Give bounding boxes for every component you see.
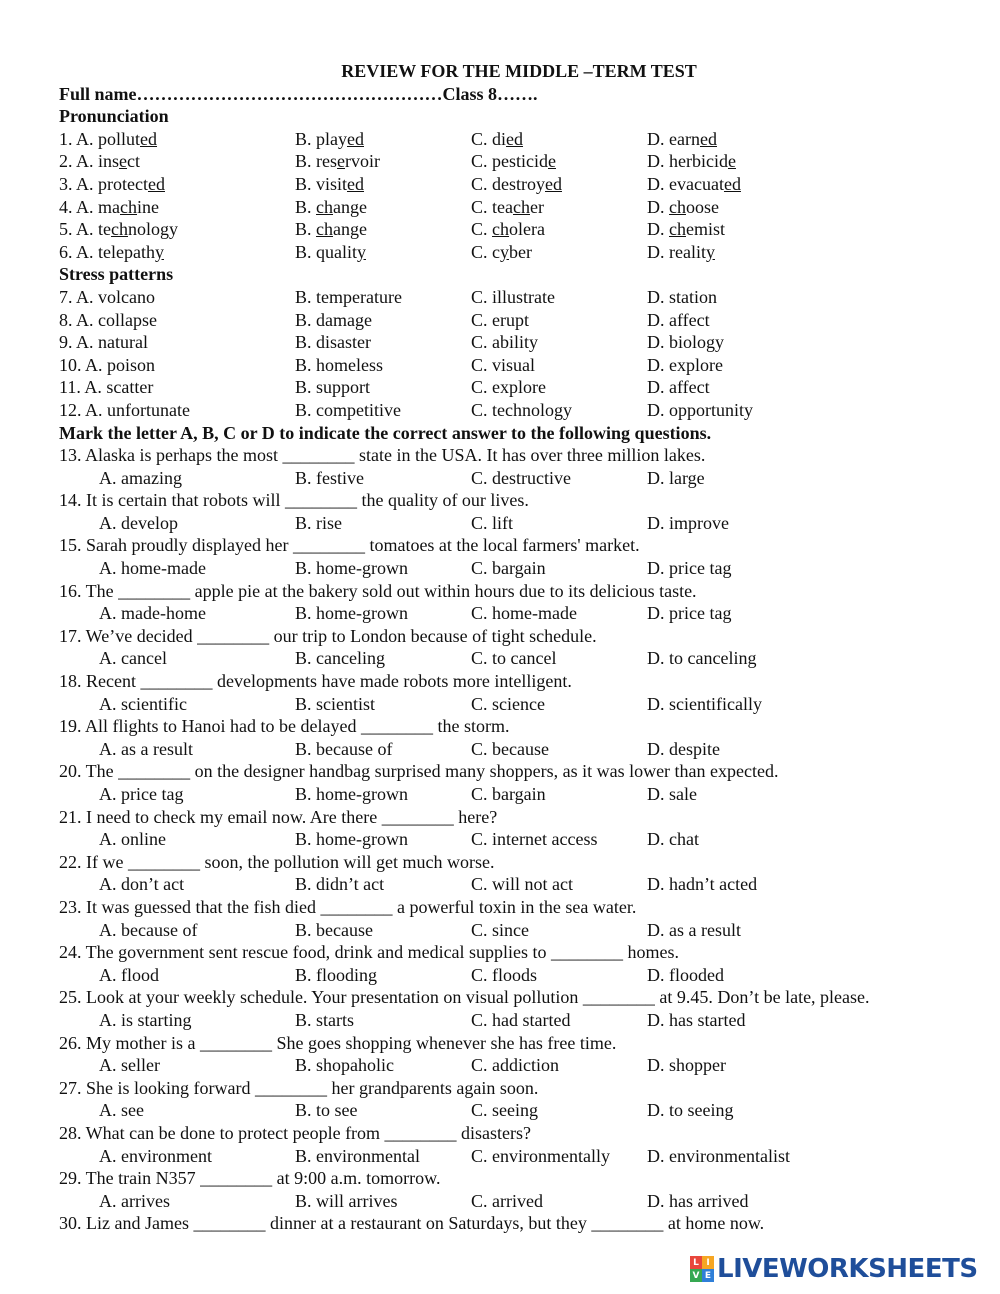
pronunciation-option: B. played [295,128,364,149]
question-stem: 28. What can be done to protect people from ________ disasters? [59,1122,532,1143]
answer-option: D. to canceling [647,648,757,669]
answer-option: B. home-grown [295,829,408,850]
answer-option: A. amazing [99,467,182,488]
pronunciation-option: C. teacher [471,196,544,217]
answer-option: C. addiction [471,1055,559,1076]
answer-row [59,1145,959,1168]
answer-option: A. develop [99,512,178,533]
answer-option: C. had started [471,1009,571,1030]
question-stem: 15. Sarah proudly displayed her ________ tomatoes at the local farmers' market. [59,535,640,556]
stress-option: B. damage [295,309,372,330]
answer-row [59,1009,959,1032]
stress-row [59,309,959,332]
answer-option: B. starts [295,1009,355,1030]
answer-option: D. to seeing [647,1100,734,1121]
answer-option: B. festive [295,467,364,488]
question-stem: 18. Recent ________ developments have made robots more intelligent. [59,671,572,692]
stress-row [59,376,959,399]
answer-row [59,873,959,896]
answer-row [59,647,959,670]
stress-option: C. visual [471,354,536,375]
answer-row [59,1099,959,1122]
answer-option: A. because of [99,919,198,940]
answer-option: A. flood [99,964,159,985]
pronunciation-option: C. destroyed [471,173,562,194]
stress-option: D. affect [647,309,710,330]
pronunciation-option: C. cyber [471,241,532,262]
stress-option: C. illustrate [471,286,555,307]
stress-row [59,399,959,422]
answer-option: B. canceling [295,648,385,669]
pronunciation-option: D. earned [647,128,717,149]
stress-option: B. support [295,377,371,398]
answer-option: C. bargain [471,784,546,804]
answer-row [59,828,959,851]
question-stem: 27. She is looking forward ________ her grandparents again soon. [59,1077,539,1098]
answer-option: C. since [471,919,529,940]
question-stem: 23. It was guessed that the fish died ________ a powerful toxin in the sea water. [59,896,637,917]
answer-option: B. to see [295,1100,358,1121]
pronunciation-option: B. quality [295,241,366,262]
pronunciation-option: B. reservoir [295,151,380,172]
question-stem: 20. The ________ on the designer handbag surprised many shoppers, as it was lower than expected. [59,761,779,782]
answer-option: B. didn’t act [295,874,385,895]
answer-option: C. science [471,693,545,714]
stress-row [59,331,959,354]
answer-option: C. floods [471,964,538,985]
answer-option: D. despite [647,738,720,759]
pronunciation-option: 4. A. machine [59,196,159,217]
question-stem: 30. Liz and James ________ dinner at a restaurant on Saturdays, but they ________ at home now. [59,1213,765,1234]
pronunciation-option: D. herbicide [647,151,736,172]
pronunciation-option: 3. A. protected [59,173,165,194]
logo-tile: L [690,1256,702,1269]
pronunciation-option: 5. A. technology [59,219,179,240]
section-pronunciation: Pronunciation [59,106,169,127]
answer-row [59,1190,959,1213]
pronunciation-option: 2. A. insect [59,151,141,172]
question-stem: 16. The ________ apple pie at the bakery sold out within hours due to its delicious taste. [59,580,697,601]
question-stem: 24. The government sent rescue food, drink and medical supplies to ________ homes. [59,942,680,963]
question-stem: 22. If we ________ soon, the pollution will get much worse. [59,851,495,872]
answer-option: A. home-made [99,558,206,579]
stress-option: D. explore [647,354,723,375]
pronunciation-option: D. choose [647,196,719,217]
section-stress: Stress patterns [59,264,174,285]
answer-option: D. hadn’t acted [647,874,758,895]
answer-option: B. because of [295,738,393,759]
answer-option: C. seeing [471,1100,538,1121]
answer-option: D. price tag [647,558,732,579]
pronunciation-option: C. pesticide [471,151,556,172]
answer-option: A. arrives [99,1190,170,1211]
answer-option: B. home-grown [295,603,408,624]
logo-tile: I [702,1256,714,1269]
pronunciation-option: D. reality [647,241,715,262]
answer-option: B. home-grown [295,558,408,579]
answer-option: C. arrived [471,1190,543,1211]
answer-option: A. price tag [99,784,184,804]
pronunciation-option: B. change [295,196,367,217]
answer-option: D. has arrived [647,1190,749,1211]
pronunciation-option: 6. A. telepathy [59,241,164,262]
answer-option: A. cancel [99,648,167,669]
pronunciation-option: D. evacuated [647,173,741,194]
answer-row [59,557,959,580]
question-stem: 17. We’ve decided ________ our trip to London because of tight schedule. [59,625,597,646]
answer-row [59,693,959,716]
answer-option: A. made-home [99,603,206,624]
question-stem: 21. I need to check my email now. Are there ________ here? [59,806,498,827]
answer-option: D. improve [647,512,729,533]
logo-text: LIVEWORKSHEETS [717,1254,978,1284]
question-stem: 14. It is certain that robots will ________ the quality of our lives. [59,490,529,511]
answer-row [59,964,959,987]
answer-option: D. price tag [647,603,732,624]
answer-option: C. environmentally [471,1145,610,1166]
stress-option: D. biology [647,332,725,353]
answer-option: B. shopaholic [295,1055,394,1076]
stress-option: D. station [647,286,717,307]
pronunciation-option: D. chemist [647,219,725,240]
answer-option: D. chat [647,829,699,850]
question-stem: 29. The train N357 ________ at 9:00 a.m. tomorrow. [59,1168,441,1189]
question-stem: 19. All flights to Hanoi had to be delayed ________ the storm. [59,716,510,737]
worksheet [59,60,959,1235]
stress-option: D. affect [647,377,710,398]
stress-option: B. competitive [295,399,401,420]
pronunciation-row [59,150,959,173]
stress-option: 7. A. volcano [59,286,155,307]
stress-option: B. disaster [295,332,371,353]
answer-row [59,738,959,761]
pronunciation-option: B. change [295,219,367,240]
answer-row [59,512,959,535]
answer-option: D. as a result [647,919,741,940]
answer-option: C. because [471,738,549,759]
answer-row [59,919,959,942]
answer-row [59,467,959,490]
answer-option: D. scientifically [647,693,762,714]
stress-option: 11. A. scatter [59,377,154,398]
answer-option: A. don’t act [99,874,185,895]
section-mcq: Mark the letter A, B, C or D to indicate the correct answer to the following questions. [59,422,712,443]
stress-option: 10. A. poison [59,354,156,375]
pronunciation-option: B. visited [295,173,365,194]
answer-option: A. environment [99,1145,212,1166]
answer-option: B. flooding [295,964,378,985]
answer-option: C. to cancel [471,648,557,669]
answer-option: C. lift [471,512,514,533]
answer-option: D. sale [647,784,697,804]
answer-option: A. see [99,1100,144,1121]
stress-option: 8. A. collapse [59,309,157,330]
answer-option: B. home-grown [295,784,408,804]
stress-option: C. technology [471,399,572,420]
stress-row [59,354,959,377]
pronunciation-row [59,218,959,241]
stress-row [59,286,959,309]
answer-option: A. online [99,829,166,850]
logo-icon [690,1256,714,1282]
answer-option: B. will arrives [295,1190,398,1211]
answer-option: A. scientific [99,693,187,714]
answer-option: D. has started [647,1009,746,1030]
answer-option: C. destructive [471,467,571,488]
answer-option: B. environmental [295,1145,420,1166]
answer-row [59,1054,959,1077]
question-stem: 13. Alaska is perhaps the most ________ state in the USA. It has over three million lakes. [59,445,706,466]
pronunciation-list [59,128,959,264]
answer-option: C. will not act [471,874,573,895]
pronunciation-row [59,173,959,196]
liveworksheets-logo [690,1253,978,1285]
stress-option: 12. A. unfortunate [59,399,190,420]
answer-option: B. because [295,919,373,940]
answer-option: C. home-made [471,603,577,624]
stress-option: C. erupt [471,309,529,330]
stress-option: B. homeless [295,354,383,375]
question-stem: 25. Look at your weekly schedule. Your presentation on visual pollution ________ at 9.45. Don’t be late, please. [59,987,870,1008]
logo-tile: V [690,1269,702,1282]
question-list [59,444,959,1235]
answer-option: D. flooded [647,964,724,985]
logo-tile: E [702,1269,714,1282]
pronunciation-row [59,196,959,219]
stress-option: D. opportunity [647,399,753,420]
answer-option: C. bargain [471,558,546,579]
answer-option: B. rise [295,512,342,533]
pronunciation-row [59,241,959,264]
question-stem: 26. My mother is a ________ She goes shopping whenever she has free time. [59,1032,617,1053]
pronunciation-row [59,128,959,151]
pronunciation-option: 1. A. polluted [59,128,158,149]
answer-option: A. as a result [99,738,193,759]
stress-option: 9. A. natural [59,332,148,353]
pronunciation-option: C. cholera [471,219,545,240]
page-title: REVIEW FOR THE MIDDLE –TERM TEST [341,61,697,81]
stress-option: C. explore [471,377,546,398]
answer-option: D. large [647,467,705,488]
name-class-line: Full name……………………………………………Class 8……. [59,83,538,104]
answer-option: B. scientist [295,693,375,714]
answer-option: C. internet access [471,829,598,850]
answer-option: A. is starting [99,1009,192,1030]
pronunciation-option: C. died [471,128,524,149]
answer-option: D. shopper [647,1055,726,1076]
stress-option: C. ability [471,332,538,353]
answer-option: A. seller [99,1055,160,1076]
answer-option: D. environmentalist [647,1145,790,1166]
answer-row [59,602,959,625]
stress-list [59,286,959,422]
answer-row [59,783,959,806]
stress-option: B. temperature [295,286,402,307]
